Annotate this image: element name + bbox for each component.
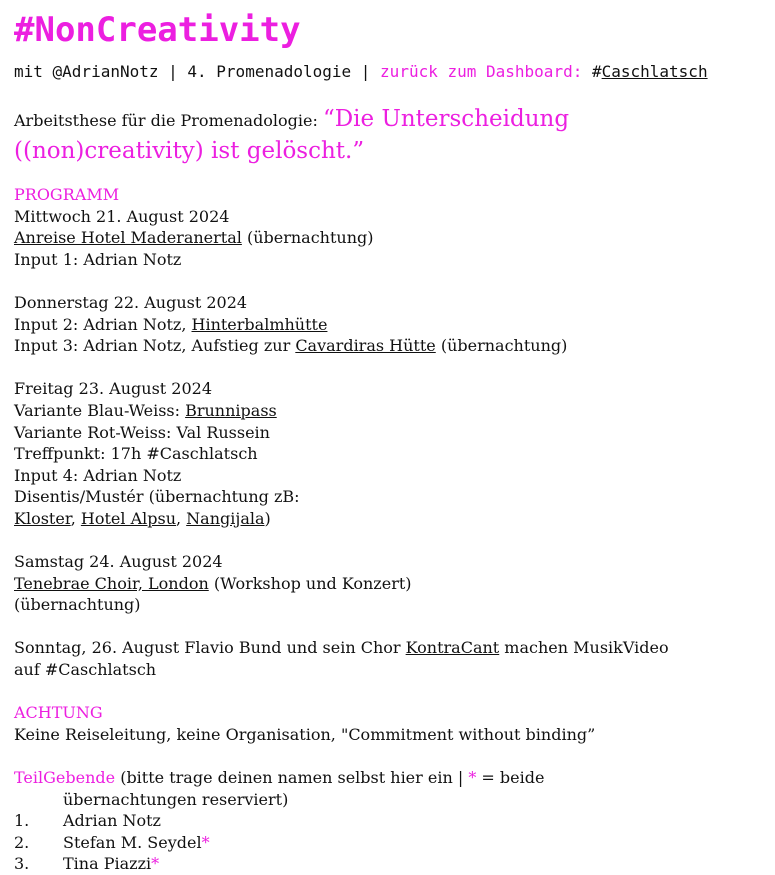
sat-stay: (übernachtung): [14, 595, 141, 615]
maderanertal-link[interactable]: Anreise Hotel Maderanertal: [14, 228, 242, 248]
sun-text1: Sonntag, 26. August Flavio Bund und sein Chor: [14, 638, 406, 658]
thu-block: [14, 292, 761, 357]
separator: ,: [176, 508, 187, 528]
nav-hash: #: [582, 62, 602, 81]
fri-block: [14, 378, 761, 529]
fri-variant1: [14, 400, 761, 422]
hinterbalmhuette-link[interactable]: Hinterbalmhütte: [191, 314, 328, 334]
nav-intro: mit @AdrianNotz | 4. Promenadologie |: [14, 62, 381, 81]
wed-input1: Input 1: Adrian Notz: [14, 249, 182, 269]
sat-date: Samstag 24. August 2024: [14, 552, 223, 572]
participants-list: [14, 810, 761, 875]
nav-line: [14, 60, 761, 84]
brunnipass-link[interactable]: Brunnipass: [185, 400, 277, 420]
thu-input3-text: Input 3: Adrian Notz, Aufstieg zur: [14, 336, 296, 356]
sun-block: [14, 637, 761, 680]
sat-block: [14, 551, 761, 616]
alpsu-link[interactable]: Hotel Alpsu: [80, 508, 176, 528]
thesis-quote-line2: ((non)creativity) ist gelöscht.”: [14, 138, 365, 164]
thu-date: Donnerstag 22. August 2024: [14, 292, 248, 312]
tenebrae-link[interactable]: Tenebrae Choir, London: [14, 573, 209, 593]
list-number: 2.: [14, 832, 30, 852]
fri-input4: Input 4: Adrian Notz: [14, 465, 182, 485]
nangijala-link[interactable]: Nangijala: [186, 508, 265, 528]
thesis-label: Arbeitsthese für die Promenadologie:: [14, 111, 323, 130]
participant-name: Adrian Notz: [63, 811, 161, 831]
sun-text2: machen MusikVideo: [499, 638, 669, 658]
participants-note1: (bitte trage deinen namen selbst hier ein |: [115, 768, 469, 788]
star-marker: *: [151, 854, 160, 874]
participants-note2: = beide: [476, 768, 545, 788]
sat-choir-note: (Workshop und Konzert): [208, 573, 412, 593]
dashboard-link[interactable]: Caschlatsch: [601, 62, 708, 81]
participants-section: [14, 767, 761, 875]
thu-input3: [14, 335, 761, 357]
kontracant-link[interactable]: KontraCant: [405, 638, 500, 658]
participants-note3: übernachtungen reserviert): [63, 789, 289, 809]
thu-input3-note: (übernachtung): [435, 336, 568, 356]
wed-arrival-note: (übernachtung): [241, 228, 374, 248]
participant-name: Stefan M. Seydel: [63, 832, 202, 852]
fri-hotels: [14, 508, 761, 530]
fri-variant1-text: Variante Blau-Weiss:: [14, 400, 186, 420]
sun-line1: [14, 637, 761, 659]
fri-meeting: Treffpunkt: 17h #Caschlatsch: [14, 444, 258, 464]
cavardiras-link[interactable]: Cavardiras Hütte: [295, 336, 436, 356]
participants-heading: TeilGebende: [14, 768, 116, 788]
star-marker: *: [468, 768, 477, 788]
separator: ,: [70, 508, 81, 528]
thu-input2: [14, 314, 761, 336]
wed-arrival: [14, 227, 761, 249]
programm-heading: PROGRAMM: [14, 185, 120, 204]
thu-input2-text: Input 2: Adrian Notz,: [14, 314, 192, 334]
sun-line2: auf #Caschlatsch: [14, 660, 157, 680]
programm-section: [14, 184, 761, 681]
list-number: 3.: [14, 854, 30, 874]
achtung-text: Keine Reiseleitung, keine Organisation, "Commitment without binding”: [14, 724, 596, 744]
star-marker: *: [201, 832, 210, 852]
participants-header: [14, 767, 761, 789]
kloster-link[interactable]: Kloster: [14, 508, 71, 528]
page-title: #NonCreativity: [14, 10, 301, 50]
list-item[interactable]: [14, 810, 761, 832]
participant-name: Tina Piazzi: [63, 854, 152, 874]
thesis: [14, 104, 761, 168]
fri-stay: Disentis/Mustér (übernachtung zB:: [14, 487, 300, 507]
list-item[interactable]: [14, 832, 761, 854]
list-item[interactable]: [14, 853, 761, 875]
fri-date: Freitag 23. August 2024: [14, 379, 213, 399]
sat-choir: [14, 573, 761, 595]
close-paren: ): [264, 508, 271, 528]
nav-back-text: zurück zum Dashboard:: [380, 62, 583, 81]
thesis-quote-line1: “Die Unterscheidung: [322, 106, 570, 132]
achtung-heading: ACHTUNG: [14, 703, 103, 723]
fri-variant2: Variante Rot-Weiss: Val Russein: [14, 422, 270, 442]
wed-date: Mittwoch 21. August 2024: [14, 206, 230, 226]
achtung-section: [14, 702, 761, 745]
list-number: 1.: [14, 811, 30, 831]
